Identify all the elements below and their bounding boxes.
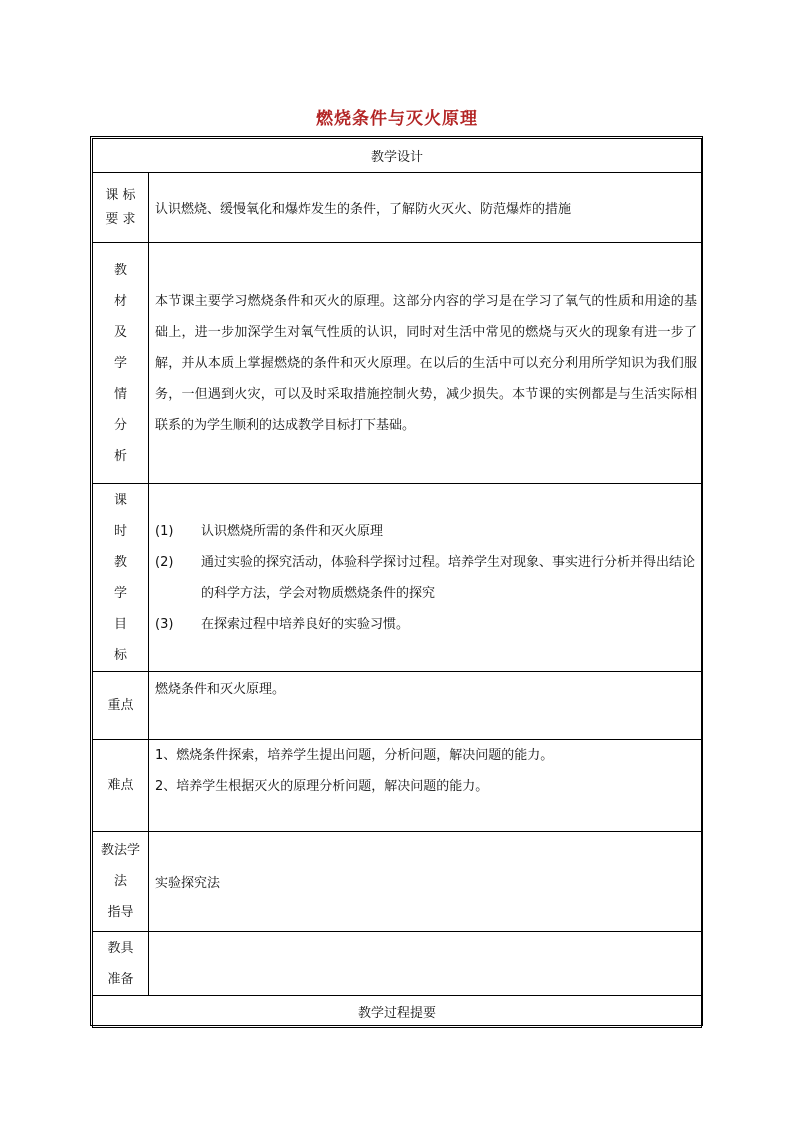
tools-row (93, 932, 702, 996)
goal-item: (3) 在探索过程中培养良好的实验习惯。 (155, 616, 410, 632)
tools-text (149, 932, 702, 996)
methods-row (93, 832, 702, 932)
footer-row (93, 996, 702, 1028)
lesson-plan-table (92, 138, 702, 1028)
document-title: 燃烧条件与灭火原理 (316, 109, 478, 129)
goals-label: 课 时 教 学 目 标 (93, 484, 149, 672)
goals-cell (149, 484, 702, 672)
table-header: 教学设计 (93, 139, 702, 173)
key-points-row (93, 672, 702, 740)
goal-item: (2) 通过实验的探究活动，体验科学探讨过程。培养学生对现象、事实进行分析并得出结论的科学方法，学会对物质燃烧条件的探究 (155, 554, 696, 601)
tools-label: 教具 准备 (93, 932, 149, 996)
methods-label: 教法学 法 指导 (93, 832, 149, 932)
key-points-label: 重点 (93, 672, 149, 740)
process-header: 教学过程提要 (93, 996, 702, 1028)
difficulty-item: 1、燃烧条件探索，培养学生提出问题，分析问题，解决问题的能力。 (155, 748, 554, 763)
table-header-row (93, 139, 702, 173)
key-points-text: 燃烧条件和灭火原理。 (149, 672, 702, 740)
goal-item: (1) 认识燃烧所需的条件和灭火原理 (155, 523, 384, 539)
analysis-cell (149, 243, 702, 484)
curriculum-row (93, 173, 702, 243)
analysis-label: 教 材 及 学 情 分 析 (93, 243, 149, 484)
goals-row (93, 484, 702, 672)
analysis-paragraph: 本节课主要学习燃烧条件和灭火的原理。这部分内容的学习是在学习了氧气的性质和用途的基础上，进一步加深学生对氧气性质的认识，同时对生活中常见的燃烧与灭火的现象有进一步了解，并从本质上掌握燃烧的条件和灭火原理。在以后的生活中可以充分利用所学知识为我们服务，一但遇到火灾，可以及时采取措施控制火势，减少损失。本节课的实例都是与生活实际相联系的为学生顺利的达成教学目标打下基础。 (155, 293, 698, 433)
methods-text: 实验探究法 (149, 832, 702, 932)
difficulties-row (93, 740, 702, 832)
difficulty-item: 2、培养学生根据灭火的原理分析问题，解决问题的能力。 (155, 779, 489, 794)
analysis-row (93, 243, 702, 484)
curriculum-label: 课 标 要 求 (93, 173, 149, 243)
difficulties-label: 难点 (93, 740, 149, 832)
curriculum-text: 认识燃烧、缓慢氧化和爆炸发生的条件，了解防火灭火、防范爆炸的措施 (149, 173, 702, 243)
difficulties-cell (149, 740, 702, 832)
